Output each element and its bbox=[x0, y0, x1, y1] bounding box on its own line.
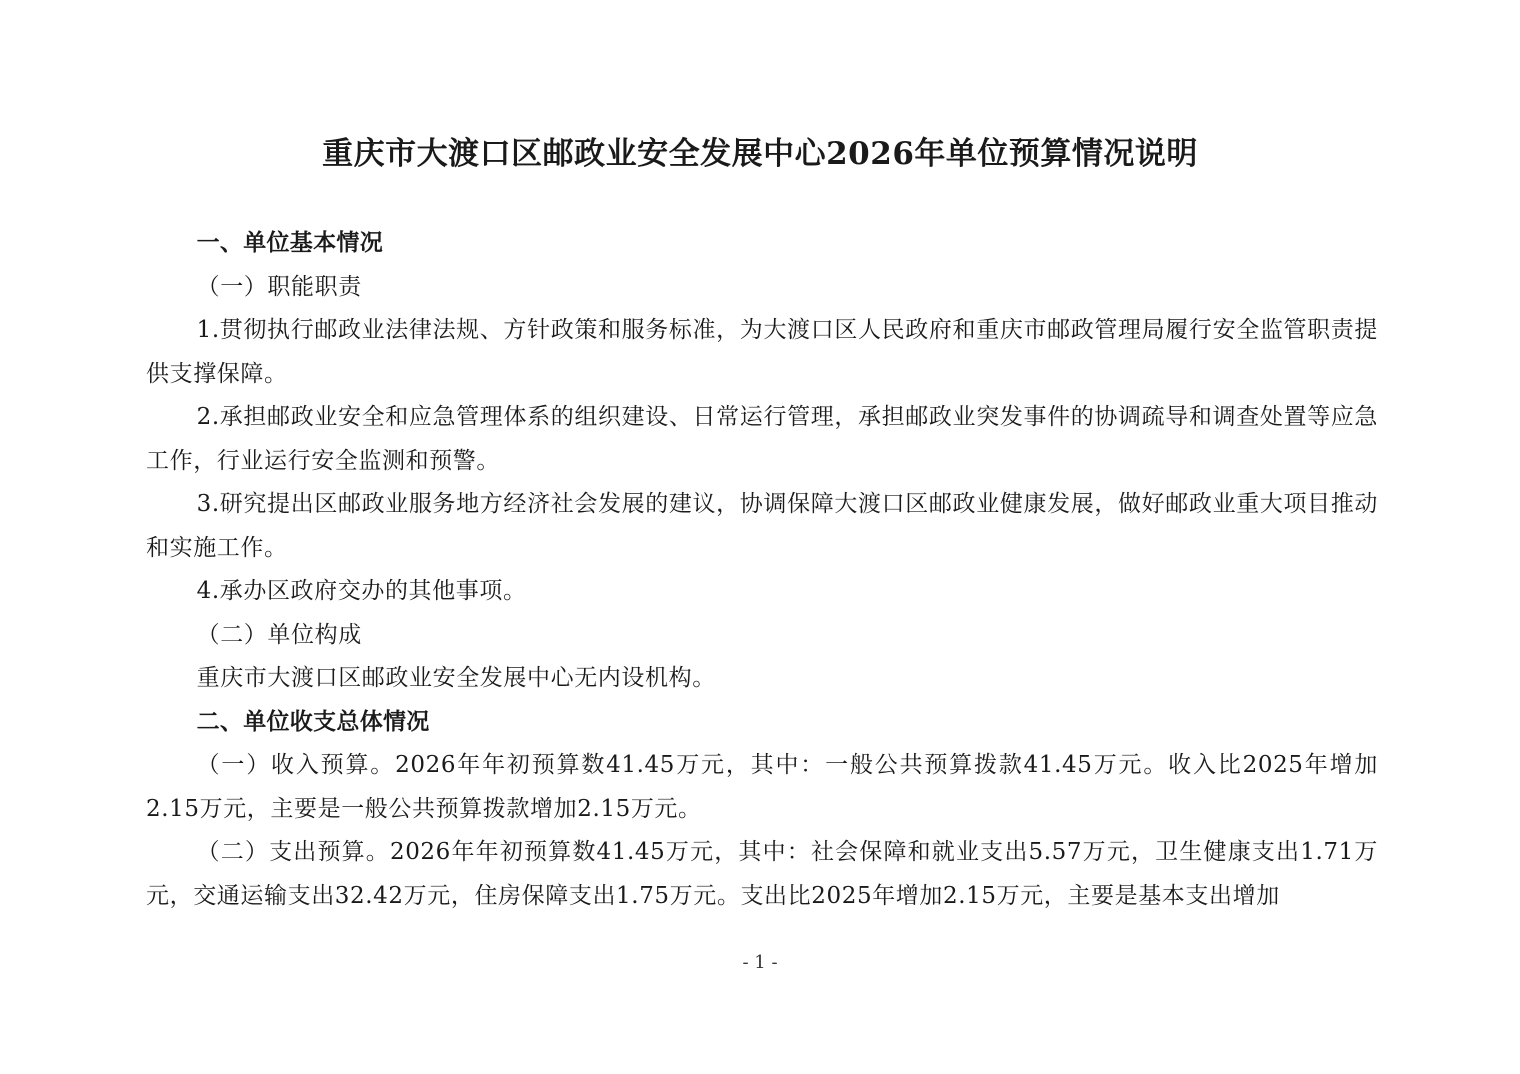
subsection-structure: （二）单位构成 bbox=[196, 621, 362, 648]
document-title: 重庆市大渡口区邮政业安全发展中心2026年单位预算情况说明 bbox=[322, 136, 1198, 172]
paragraph-income-budget: （一）收入预算。2026年年初预算数41.45万元，其中：一般公共预算拨款41.45万元。收入比2025年增加2.15万元，主要是一般公共预算拨款增加2.15万元。 bbox=[146, 752, 1378, 822]
section-heading-budget-overview: 二、单位收支总体情况 bbox=[196, 708, 430, 735]
section-heading-basic-info: 一、单位基本情况 bbox=[196, 230, 383, 256]
paragraph-function-4: 4.承办区政府交办的其他事项。 bbox=[196, 578, 527, 604]
paragraph-expenditure-budget: （二）支出预算。2026年年初预算数41.45万元，其中：社会保障和就业支出5.57万元，卫生健康支出1.71万元，交通运输支出32.42万元，住房保障支出1.75万元。支出比2025年增加2.15万元，主要是基本支出增加 bbox=[146, 839, 1378, 909]
paragraph-function-3: 3.研究提出区邮政业服务地方经济社会发展的建议，协调保障大渡口区邮政业健康发展，做好邮政业重大项目推动和实施工作。 bbox=[146, 491, 1378, 561]
page-number: - 1 - bbox=[742, 952, 778, 973]
paragraph-function-2: 2.承担邮政业安全和应急管理体系的组织建设、日常运行管理，承担邮政业突发事件的协调疏导和调查处置等应急工作，行业运行安全监测和预警。 bbox=[146, 404, 1378, 474]
paragraph-structure: 重庆市大渡口区邮政业安全发展中心无内设机构。 bbox=[196, 665, 716, 691]
paragraph-function-1: 1.贯彻执行邮政业法律法规、方针政策和服务标准，为大渡口区人民政府和重庆市邮政管理局履行安全监管职责提供支撑保障。 bbox=[146, 317, 1378, 387]
document-body bbox=[146, 222, 1378, 918]
subsection-functions: （一）职能职责 bbox=[196, 273, 362, 300]
